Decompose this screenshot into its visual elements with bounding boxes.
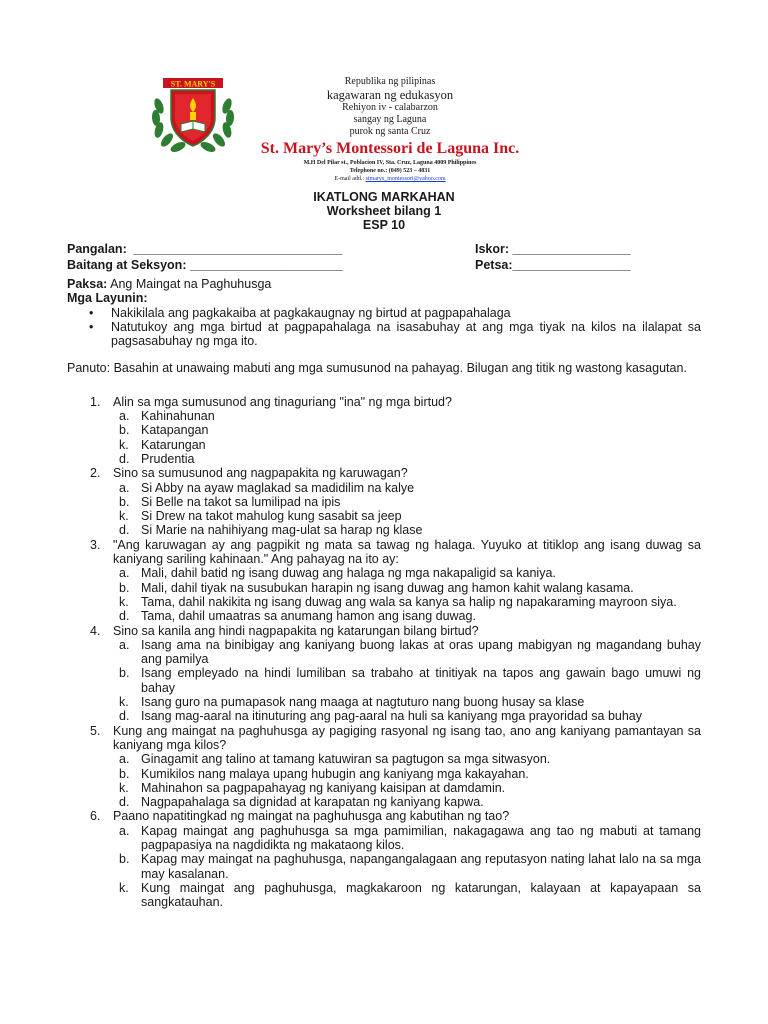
score-field[interactable]: Iskor: _________________: [475, 242, 631, 256]
instructions: Panuto: Basahin at unawaing mabuti ang mga sumusunod na pahayag. Bilugan ang titik ng wastong kasagutan.: [67, 361, 687, 376]
choice-item[interactable]: [113, 438, 701, 452]
question-item: [67, 724, 701, 810]
school-telephone: Telephone no.: (049) 523 – 4831: [349, 168, 431, 174]
choice-item[interactable]: [113, 423, 701, 437]
worksheet-body: [67, 277, 701, 909]
choice-item[interactable]: [113, 523, 701, 537]
choice-text: Si Belle na takot sa lumilipad na ipis: [141, 494, 341, 509]
email-link[interactable]: stmarys_montessori@yahoo.com: [365, 176, 446, 182]
question-list: [67, 395, 701, 910]
choice-text: Isang ama na binibigay ang kaniyang buong lakas at oras upang mabigyan ng magandang buhay ang pamilya: [141, 637, 701, 667]
letterhead: [240, 76, 540, 183]
letterhead-division: sangay ng Laguna: [353, 114, 427, 125]
choice-letter: b.: [119, 766, 130, 781]
choice-letter: b.: [119, 423, 130, 438]
choice-text: Kapag may maingat na paghuhusga, napangangalagaan ang reputasyon nating lahat lalo na sa mga may kasalanan.: [141, 852, 701, 881]
choice-text: Kapag maingat ang paghuhusga sa mga pamimilian, nakagagawa ang tao ng mabuti at tamang pagpapasiya na nagdidikta ng makataong kilos.: [141, 823, 701, 852]
worksheet-title: Worksheet bilang 1: [326, 204, 442, 218]
choice-text: Si Marie na nahihiyang mag-ulat sa harap ng klase: [141, 523, 423, 538]
choice-text: Isang mag-aaral na itinuturing ang pag-aaral na huli sa kaniyang mga prayoridad sa buhay: [141, 709, 643, 724]
choice-letter: k.: [119, 509, 129, 524]
school-logo: [145, 72, 241, 156]
choice-letter: d.: [119, 795, 130, 810]
topic-value: Ang Maingat na Paghuhusga: [110, 277, 272, 291]
letterhead-region: Rehiyon iv - calabarzon: [342, 102, 438, 113]
choice-item[interactable]: [113, 824, 701, 853]
choice-text: Katarungan: [141, 437, 206, 452]
letterhead-department: kagawaran ng edukasyon: [326, 88, 454, 102]
topic-label: Paksa:: [67, 277, 108, 291]
choice-text: Kumikilos nang malaya upang hubugin ang kaniyang mga kakayahan.: [141, 766, 529, 781]
choice-text: Kung maingat ang paghuhusga, magkakaroon ng katarungan, kalayaan at kapayapaan sa sangkatauhan.: [141, 880, 701, 910]
choice-item[interactable]: [113, 666, 701, 695]
school-name: St. Mary’s Montessori de Laguna Inc.: [260, 140, 520, 157]
question-number: 2.: [90, 466, 101, 481]
question-text: Alin sa mga sumusunod ang tinaguriang "ina" ng mga birtud?: [113, 394, 452, 409]
choice-text: Mahinahon sa pagpapahayag ng kaniyang kaisipan at damdamin.: [141, 780, 506, 795]
question-number: 6.: [90, 809, 101, 824]
choice-item[interactable]: [113, 852, 701, 881]
choice-letter: a.: [119, 823, 130, 838]
objective-item: • Natutukoy ang mga birtud at pagpapahalaga na isasabuhay at ang mga tiyak na kilos na ilalapat sa pagsasabuhay ng mga ito.: [89, 319, 701, 349]
choice-item[interactable]: [113, 881, 701, 910]
choice-item[interactable]: [113, 595, 701, 609]
choice-text: Ginagamit ang talino at tamang katuwiran sa pagtugon sa mga sitwasyon.: [141, 752, 551, 767]
school-address: M.H Del Pilar st., Poblacion IV, Sta. Cruz, Laguna 4009 Philippines: [303, 160, 477, 166]
question-number: 4.: [90, 623, 101, 638]
question-number: 3.: [90, 537, 101, 552]
choice-letter: d.: [119, 523, 130, 538]
choice-letter: k.: [119, 594, 129, 609]
choice-text: Tama, dahil umaatras sa anumang hamon ang isang duwag.: [141, 609, 476, 624]
choice-letter: k.: [119, 695, 129, 710]
question-item: [67, 466, 701, 537]
choice-item[interactable]: [113, 695, 701, 709]
question-number: 1.: [90, 394, 101, 409]
choice-letter: a.: [119, 566, 130, 581]
choice-list: [113, 481, 701, 538]
objective-item: • Nakikilala ang pagkakaiba at pagkakaugnay ng birtud at pagpapahalaga: [89, 305, 511, 320]
choice-text: Prudentia: [141, 451, 195, 466]
choice-letter: d.: [119, 709, 130, 724]
choice-item[interactable]: [113, 752, 701, 766]
choice-letter: b.: [119, 666, 130, 681]
choice-letter: k.: [119, 780, 129, 795]
choice-letter: a.: [119, 752, 130, 767]
email-label: E-mail add.:: [334, 176, 365, 182]
choice-item[interactable]: [113, 495, 701, 509]
question-number: 5.: [90, 723, 101, 738]
date-field[interactable]: Petsa:_________________: [475, 258, 631, 272]
choice-text: Isang empleyado na hindi lumiliban sa trabaho at tinitiyak na tapos ang gawain bago umuwi ng bahay: [141, 666, 701, 695]
choice-item[interactable]: [113, 581, 701, 595]
objectives-label: Mga Layunin:: [67, 291, 148, 306]
choice-text: Mali, dahil batid ng isang duwag ang halaga ng mga nakapaligid sa kaniya.: [141, 566, 556, 581]
topic: [67, 277, 701, 291]
question-text: Paano napatitingkad ng maingat na paghuhusga ang kabutihan ng tao?: [113, 809, 510, 824]
choice-list: [113, 824, 701, 910]
choice-letter: d.: [119, 609, 130, 624]
grade-section-field[interactable]: Baitang at Seksyon: ______________________: [67, 258, 343, 272]
choice-list: [113, 566, 701, 623]
choice-item[interactable]: [113, 481, 701, 495]
choice-item[interactable]: [113, 509, 701, 523]
question-item: [67, 538, 701, 624]
choice-text: Si Abby na ayaw maglakad sa madidilim na kalye: [141, 480, 415, 495]
choice-item[interactable]: [113, 781, 701, 795]
question-text: "Ang karuwagan ay ang pagpikit ng mata sa tawag ng halaga. Yuyuko at titiklop ang isang duwag sa kaniyang sariling kahinaan." Ang pahayag na ito ay:: [113, 537, 701, 567]
choice-text: Kahinahunan: [141, 409, 215, 424]
choice-letter: k.: [119, 880, 129, 895]
question-text: Sino sa kanila ang hindi nagpapakita ng katarungan bilang birtud?: [113, 623, 479, 638]
subject-title: ESP 10: [362, 218, 406, 232]
choice-item[interactable]: [113, 767, 701, 781]
bullet-icon: •: [89, 305, 94, 320]
choice-letter: b.: [119, 852, 130, 867]
choice-text: Nagpapahalaga sa dignidad at karapatan ng kaniyang kapwa.: [141, 795, 484, 810]
choice-item[interactable]: [113, 409, 701, 423]
choice-text: Katapangan: [141, 423, 209, 438]
choice-text: Tama, dahil nakikita ng isang duwag ang wala sa kanya sa halip ng napakaraming mayroon siya.: [141, 594, 677, 609]
choice-item[interactable]: [113, 609, 701, 623]
svg-text:ST. MARY'S: ST. MARY'S: [170, 79, 216, 89]
objectives-list: [67, 306, 701, 349]
question-text: Sino sa sumusunod ang nagpapakita ng karuwagan?: [113, 466, 408, 481]
bullet-icon: •: [89, 319, 94, 334]
school-email: [240, 175, 540, 183]
choice-item[interactable]: [113, 638, 701, 667]
choice-item[interactable]: [113, 795, 701, 809]
quarter-title: IKATLONG MARKAHAN: [313, 190, 455, 204]
choice-text: Si Drew na takot mahulog kung sasabit sa jeep: [141, 509, 402, 524]
choice-item[interactable]: [113, 452, 701, 466]
choice-letter: b.: [119, 494, 130, 509]
question-item: [67, 624, 701, 724]
letterhead-district: purok ng santa Cruz: [349, 126, 431, 137]
choice-letter: b.: [119, 580, 130, 595]
choice-letter: a.: [119, 637, 130, 652]
choice-text: Mali, dahil tiyak na susubukan harapin ng isang duwag ang hamon kahit walang kasama.: [141, 580, 634, 595]
question-item: [67, 809, 701, 909]
name-field[interactable]: Pangalan: ______________________________: [67, 242, 343, 256]
choice-list: [113, 409, 701, 466]
choice-list: [113, 752, 701, 809]
choice-item[interactable]: [113, 566, 701, 580]
choice-letter: d.: [119, 451, 130, 466]
letterhead-country: Republika ng pilipinas: [344, 76, 436, 87]
choice-item[interactable]: [113, 709, 701, 723]
worksheet-titles: [0, 190, 768, 232]
question-item: [67, 395, 701, 466]
question-text: Kung ang maingat na paghuhusga ay pagiging rasyonal ng isang tao, ano ang kaniyang pamantayan sa kaniyang mga kilos?: [113, 723, 701, 752]
choice-letter: a.: [119, 480, 130, 495]
choice-text: Isang guro na pumapasok nang maaga at nagtuturo nang buong husay sa klase: [141, 695, 585, 710]
choice-letter: k.: [119, 437, 129, 452]
choice-letter: a.: [119, 409, 130, 424]
choice-list: [113, 638, 701, 724]
